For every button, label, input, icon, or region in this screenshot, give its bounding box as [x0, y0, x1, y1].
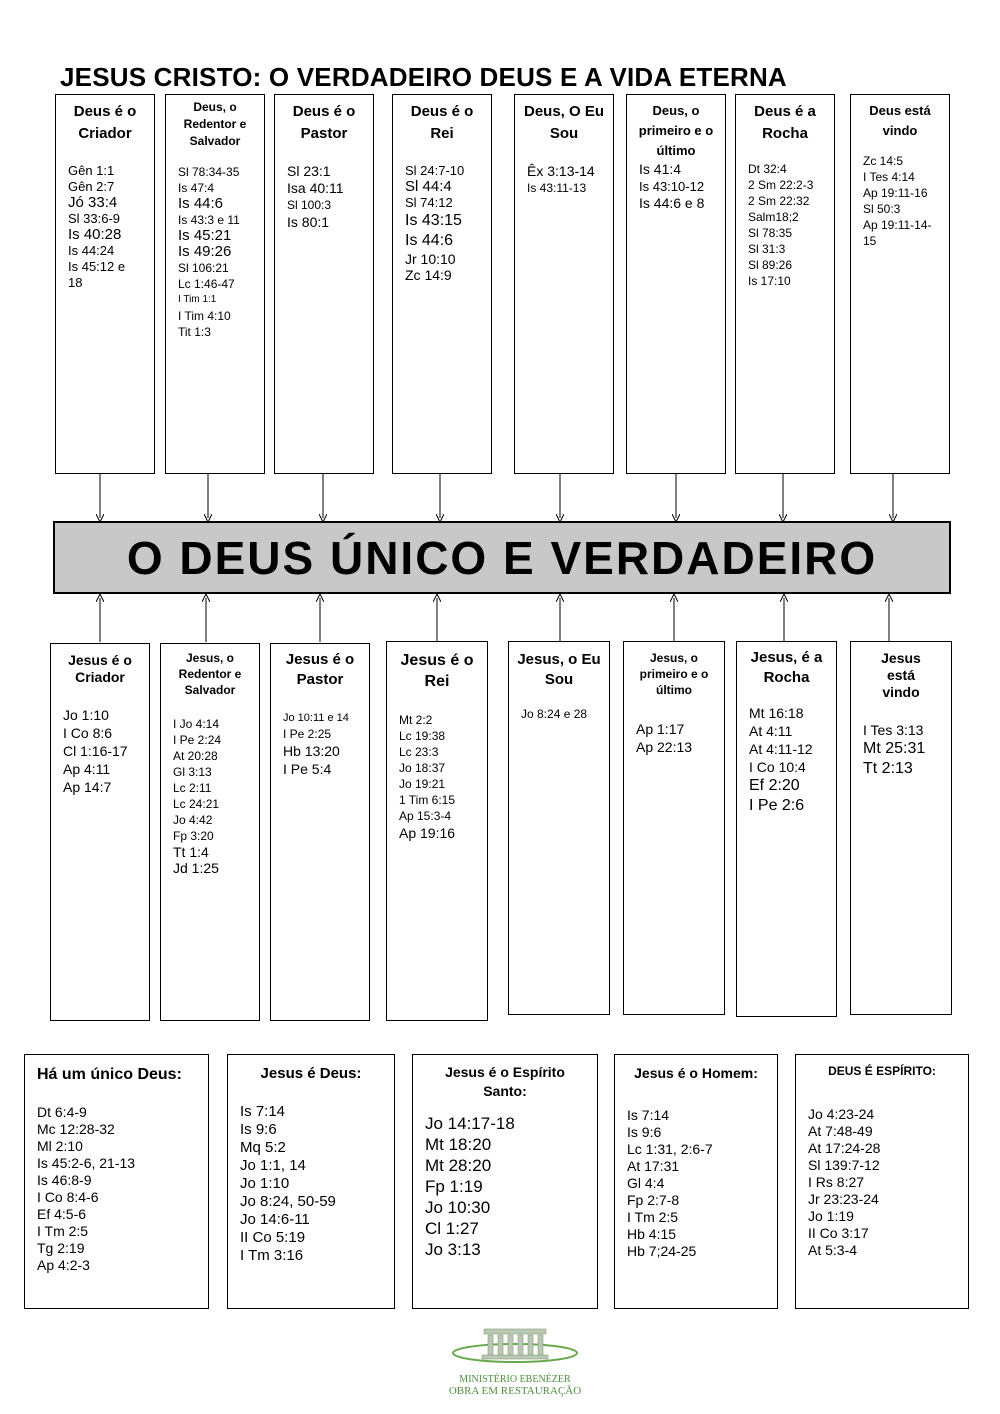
ref-list	[161, 716, 259, 876]
bottom-box-2	[160, 643, 260, 1021]
ref: Sl 74:12	[405, 194, 453, 210]
ref: I Tes 4:14	[863, 170, 915, 184]
ref: Jd 1:25	[173, 860, 219, 876]
ref: Sl 24:7-10	[405, 162, 465, 178]
bottom-box-8	[850, 641, 952, 1015]
ref: I Tm 2:5	[37, 1223, 89, 1240]
ref: Lc 23:3	[399, 745, 439, 759]
ref: Lc 2:11	[173, 781, 212, 795]
ref: Is 9:6	[627, 1124, 662, 1141]
ref: Is 80:1	[287, 213, 330, 230]
box-title: Deus, o Redentor e Salvador	[183, 100, 247, 148]
ref: Lc 19:38	[399, 729, 446, 743]
ref: At 4:11-12	[749, 741, 813, 757]
ref: Gl 3:13	[173, 765, 212, 779]
bottom-box-3	[270, 643, 370, 1021]
box-title: Deus é o Criador	[73, 103, 137, 142]
ref: Mq 5:2	[240, 1138, 286, 1156]
ref: I Co 8:6	[63, 725, 113, 741]
ref: I Tim 4:10	[178, 309, 231, 323]
ref: Jr 23:23-24	[808, 1191, 879, 1208]
ref: I Jo 4:14	[173, 717, 220, 731]
ref: Is 41:4	[639, 161, 682, 177]
ref: Lc 1:46-47	[178, 277, 235, 291]
ref: Is 45:21	[178, 227, 232, 244]
ref: Lc 24:21	[173, 797, 220, 811]
logo-tagline: OBRA EM RESTAURAÇÃO	[448, 1385, 582, 1397]
box-title: Deus é a Rocha	[754, 103, 816, 142]
ref: Is 7:14	[240, 1102, 286, 1120]
ref: Hb 4:15	[627, 1226, 677, 1243]
ref: Sl 78:34-35	[178, 165, 240, 179]
page-title: JESUS CRISTO: O VERDADEIRO DEUS E A VIDA ETERNA	[60, 62, 787, 92]
ref: Fp 2:7-8	[627, 1192, 680, 1209]
ref: Jo 10:30	[425, 1198, 491, 1217]
ref-list	[228, 1103, 394, 1265]
box-title: Jesus, o Eu Sou	[517, 651, 601, 688]
box-title: DEUS É ESPÍRITO:	[828, 1064, 936, 1078]
ref: Ef 4:5-6	[37, 1206, 87, 1223]
ref: I Co 10:4	[749, 759, 806, 775]
ref: Êx 3:13-14	[527, 162, 595, 179]
ref-list	[851, 721, 951, 779]
ref: Jo 18:37	[399, 761, 446, 775]
box-title: Jesus é o Criador	[68, 652, 132, 685]
ref: Ap 4:11	[63, 761, 111, 777]
ref: Is 40:28	[68, 225, 122, 243]
ref: Sl 23:1	[287, 162, 331, 179]
ref: Ap 1:17	[636, 721, 685, 737]
central-heading: O DEUS ÚNICO E VERDADEIRO	[53, 521, 951, 594]
footer-box-5	[795, 1054, 969, 1309]
ref: Sl 106:21	[178, 261, 229, 275]
ref: I Rs 8:27	[808, 1174, 865, 1191]
ref: Mt 18:20	[425, 1135, 492, 1154]
ref: Mt 2:2	[399, 713, 433, 727]
box-title: Jesus é o Espírito Santo:	[445, 1064, 565, 1099]
ref: II Co 5:19	[240, 1228, 306, 1246]
ref: Ap 19:16	[399, 825, 456, 841]
ref: Dt 6:4-9	[37, 1104, 87, 1121]
ref: 15	[863, 234, 877, 248]
ref: Jo 1:10	[63, 707, 109, 723]
ref: At 7:48-49	[808, 1123, 873, 1140]
ref: Is 47:4	[178, 181, 215, 195]
ref: II Co 3:17	[808, 1225, 869, 1242]
box-title: Jesus, o Redentor e Salvador	[178, 651, 242, 697]
ref: Dt 32:4	[748, 161, 787, 176]
ref: At 17:24-28	[808, 1140, 881, 1157]
ref: Tg 2:19	[37, 1240, 85, 1257]
ref: Jo 1:10	[240, 1174, 290, 1192]
ref: Sl 139:7-12	[808, 1157, 880, 1174]
ref: Cl 1:27	[425, 1219, 479, 1238]
ref: At 17:31	[627, 1158, 680, 1175]
ref: Fp 1:19	[425, 1177, 483, 1196]
ref: I Co 8:4-6	[37, 1189, 99, 1206]
footer-box-4	[614, 1054, 778, 1309]
ref-list	[25, 1104, 208, 1274]
ref: Is 46:8-9	[37, 1172, 92, 1189]
box-title: Jesus é o Rei	[400, 652, 474, 690]
bottom-box-1	[50, 643, 150, 1021]
ref: Sl 44:4	[405, 177, 452, 195]
ref: Jo 14:6-11	[240, 1210, 310, 1228]
bottom-box-5	[508, 641, 610, 1015]
ref: Mt 28:20	[425, 1156, 492, 1175]
ref: 2 Sm 22:2-3	[748, 177, 814, 192]
ref: Isa 40:11	[287, 179, 344, 196]
ref: Sl 50:3	[863, 202, 901, 216]
ref: Jo 19:21	[399, 777, 446, 791]
logo-name: MINISTÉRIO EBENÉZER	[459, 1374, 571, 1385]
box-title: Jesus é Deus:	[260, 1065, 362, 1082]
ref: Lc 1:31, 2:6-7	[627, 1141, 713, 1158]
box-title: Deus é o Rei	[410, 103, 474, 142]
box-title: Jesus é o Homem:	[634, 1065, 758, 1081]
ref-list	[413, 1113, 597, 1260]
ref: Is 49:26	[178, 243, 232, 260]
bottom-box-4	[386, 641, 488, 1021]
ref: 2 Sm 22:32	[748, 193, 810, 208]
ref: Is 43:15	[405, 211, 462, 229]
ref: Mt 25:31	[863, 740, 926, 757]
ref: Is 45:12 e	[68, 258, 126, 274]
ref: Tit 1:3	[178, 325, 211, 339]
ref: Is 7:14	[627, 1107, 670, 1124]
ref: At 4:11	[749, 723, 793, 739]
ref: Jo 8:24 e 28	[521, 707, 588, 721]
ref: Jo 8:24, 50-59	[240, 1192, 336, 1210]
box-title: Deus, O Eu Sou	[523, 103, 605, 142]
ref: Jo 4:23-24	[808, 1106, 875, 1123]
ref: Sl 100:3	[287, 197, 332, 212]
ref: I Pe 2:24	[173, 733, 222, 747]
ref: At 5:3-4	[808, 1242, 858, 1259]
ref: Gên 2:7	[68, 178, 115, 194]
ref: Hb 7;24-25	[627, 1243, 697, 1260]
ref: Is 44:6	[178, 195, 224, 212]
footer-box-1	[24, 1054, 209, 1309]
ref: Is 9:6	[240, 1120, 277, 1138]
box-title: Deus está vindo	[869, 103, 931, 138]
ref-list	[615, 1107, 777, 1260]
ref: Zc 14:9	[405, 266, 452, 283]
box-title: Jesus é o Pastor	[285, 651, 355, 688]
ref: I Tm 3:16	[240, 1246, 304, 1264]
ref: Jo 4:42	[173, 813, 213, 827]
ref: Gl 4:4	[627, 1175, 665, 1192]
ref-list	[737, 704, 836, 816]
ref-list	[624, 720, 724, 756]
temple-logo-icon	[440, 1325, 590, 1367]
ref: Sl 31:3	[748, 241, 786, 256]
ministry-logo	[440, 1325, 590, 1405]
box-title: Jesus, é a Rocha	[750, 649, 823, 686]
ref: 18	[68, 274, 83, 290]
ref: 1 Tim 6:15	[399, 793, 456, 807]
ref: Jr 10:10	[405, 250, 456, 267]
bottom-box-6	[623, 641, 725, 1015]
ref: I Pe 2:6	[749, 797, 805, 814]
ref: Salm18;2	[748, 209, 799, 224]
box-title: Jesus está vindo	[881, 650, 921, 700]
ref: Is 17:10	[748, 273, 791, 288]
ref: Ap 14:7	[63, 779, 112, 795]
box-title: Deus é o Pastor	[292, 103, 356, 142]
ref: Jó 33:4	[68, 193, 118, 211]
ref: Jo 1:19	[808, 1208, 854, 1225]
ref: Zc 14:5	[863, 154, 904, 168]
ref: Is 44:6 e 8	[639, 195, 705, 211]
ref: Jo 3:13	[425, 1240, 481, 1259]
bottom-box-7	[736, 641, 837, 1017]
ref: Ef 2:20	[749, 777, 800, 794]
ref: Gên 1:1	[68, 162, 115, 178]
box-title: Há um único Deus:	[37, 1066, 182, 1083]
ref: I Tm 2:5	[627, 1209, 679, 1226]
ref: Ap 15:3-4	[399, 809, 452, 823]
ref: Ap 19:11-14-	[863, 218, 932, 232]
ref: Ml 2:10	[37, 1138, 83, 1155]
ref: Ap 22:13	[636, 739, 693, 755]
ref: Is 43:10-12	[639, 179, 705, 194]
ref: Is 44:6	[405, 231, 454, 249]
ref: Cl 1:16-17	[63, 743, 128, 759]
ref: Is 43:3 e 11	[178, 213, 240, 227]
box-title: Jesus, o primeiro e o último	[639, 651, 709, 697]
ref-list	[796, 1106, 968, 1259]
box-title: Deus, o primeiro e o último	[638, 103, 714, 158]
ref: I Tim 1:1	[178, 294, 217, 305]
ref: Hb 13:20	[283, 743, 340, 759]
ref: Jo 1:1, 14	[240, 1156, 306, 1174]
ref: Tt 2:13	[863, 760, 913, 777]
ref: Jo 10:11 e 14	[283, 712, 349, 724]
ref: Is 44:24	[68, 242, 115, 258]
ref: Is 45:2-6, 21-13	[37, 1155, 136, 1172]
ref: I Pe 2:25	[283, 727, 332, 741]
ref: Ap 4:2-3	[37, 1257, 90, 1274]
ref-list	[387, 712, 487, 842]
ref: Tt 1:4	[173, 844, 209, 860]
footer-box-2	[227, 1054, 395, 1309]
ref: Ap 19:11-16	[863, 186, 928, 200]
ref: Mt 16:18	[749, 705, 804, 721]
ref: At 20:28	[173, 749, 218, 763]
ref: Sl 78:35	[748, 225, 793, 240]
ref-list	[509, 706, 609, 722]
ref-list	[51, 706, 149, 796]
ref: I Pe 5:4	[283, 761, 332, 777]
ref: Jo 14:17-18	[425, 1114, 515, 1133]
ref: Sl 33:6-9	[68, 210, 121, 226]
ref: Mc 12:28-32	[37, 1121, 115, 1138]
ref: I Tes 3:13	[863, 722, 924, 738]
ref: Sl 89:26	[748, 257, 793, 272]
ref-list	[271, 710, 369, 778]
ref: Is 43:11-13	[527, 180, 587, 195]
ref: Fp 3:20	[173, 829, 214, 843]
footer-box-3	[412, 1054, 598, 1309]
